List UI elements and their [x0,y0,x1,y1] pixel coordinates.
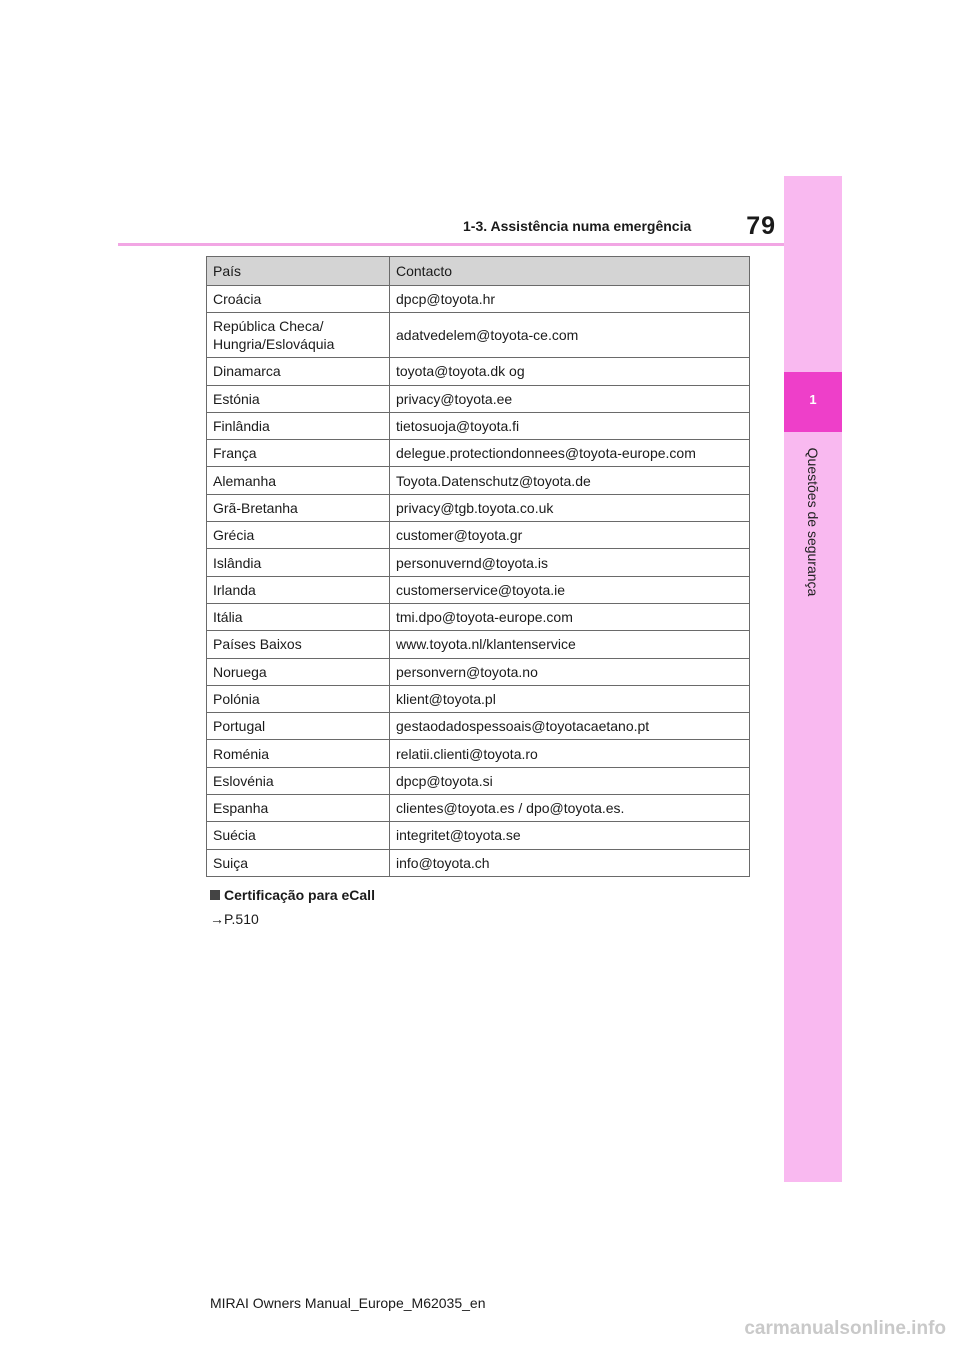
contact-cell: privacy@toyota.ee [390,385,750,412]
table-row [207,576,750,603]
table-row [207,494,750,521]
table-row [207,358,750,385]
table-row [207,767,750,794]
table-row [207,740,750,767]
table-row [207,713,750,740]
country-cell: Roménia [207,740,390,767]
page-number: 79 [746,212,776,240]
country-cell: Alemanha [207,467,390,494]
section-title: 1-3. Assistência numa emergência [463,218,692,234]
contact-cell: personvern@toyota.no [390,658,750,685]
contact-cell: customerservice@toyota.ie [390,576,750,603]
certification-heading [210,887,375,903]
certification-heading-text: Certificação para eCall [224,887,375,903]
country-cell: Itália [207,603,390,630]
contact-cell: Toyota.Datenschutz@toyota.de [390,467,750,494]
contacts-table [206,256,750,877]
contact-cell: dpcp@toyota.si [390,767,750,794]
country-cell: Grécia [207,522,390,549]
table-row [207,467,750,494]
contact-cell: adatvedelem@toyota-ce.com [390,313,750,358]
country-cell: Irlanda [207,576,390,603]
country-cell: Espanha [207,795,390,822]
country-cell: Suiça [207,849,390,876]
table-row [207,440,750,467]
chapter-side-label: Questões de segurança [805,447,821,597]
country-cell: Eslovénia [207,767,390,794]
contact-cell: tietosuoja@toyota.fi [390,412,750,439]
header-contact: Contacto [390,257,750,286]
contact-cell: info@toyota.ch [390,849,750,876]
watermark: carmanualsonline.info [744,1318,946,1339]
table-row [207,685,750,712]
country-cell: República Checa/ Hungria/Eslováquia [207,313,390,358]
table-body [207,286,750,877]
header-rule [118,243,784,246]
table-row [207,849,750,876]
contact-cell: privacy@tgb.toyota.co.uk [390,494,750,521]
contact-cell: customer@toyota.gr [390,522,750,549]
certification-page-reference: →P.510 [210,911,259,927]
contact-cell: www.toyota.nl/klantenservice [390,631,750,658]
page-footer: MIRAI Owners Manual_Europe_M62035_en [210,1295,486,1311]
contact-cell: toyota@toyota.dk og [390,358,750,385]
section-side-strip [784,176,842,1182]
country-cell: Estónia [207,385,390,412]
header-country: País [207,257,390,286]
country-cell: Suécia [207,822,390,849]
country-cell: Grã-Bretanha [207,494,390,521]
contact-cell: integritet@toyota.se [390,822,750,849]
country-cell: Islândia [207,549,390,576]
table-row [207,286,750,313]
country-cell: Portugal [207,713,390,740]
table-row [207,522,750,549]
contact-cell: clientes@toyota.es / dpo@toyota.es. [390,795,750,822]
table-row [207,313,750,358]
contact-cell: tmi.dpo@toyota-europe.com [390,603,750,630]
country-cell: Dinamarca [207,358,390,385]
country-cell: Polónia [207,685,390,712]
table-row [207,658,750,685]
country-cell: França [207,440,390,467]
contact-cell: delegue.protectiondonnees@toyota-europe.com [390,440,750,467]
table-row [207,603,750,630]
contact-cell: klient@toyota.pl [390,685,750,712]
contact-cell: relatii.clienti@toyota.ro [390,740,750,767]
table-row [207,385,750,412]
country-cell: Países Baixos [207,631,390,658]
table-row [207,549,750,576]
country-cell: Noruega [207,658,390,685]
table-row [207,795,750,822]
contact-cell: personuvernd@toyota.is [390,549,750,576]
country-cell: Croácia [207,286,390,313]
table-row [207,412,750,439]
contact-cell: gestaodadospessoais@toyotacaetano.pt [390,713,750,740]
square-bullet-icon [210,890,220,900]
table-row [207,822,750,849]
table-header-row [207,257,750,286]
contact-cell: dpcp@toyota.hr [390,286,750,313]
table-row [207,631,750,658]
country-cell: Finlândia [207,412,390,439]
chapter-tab-number: 1 [809,392,817,407]
